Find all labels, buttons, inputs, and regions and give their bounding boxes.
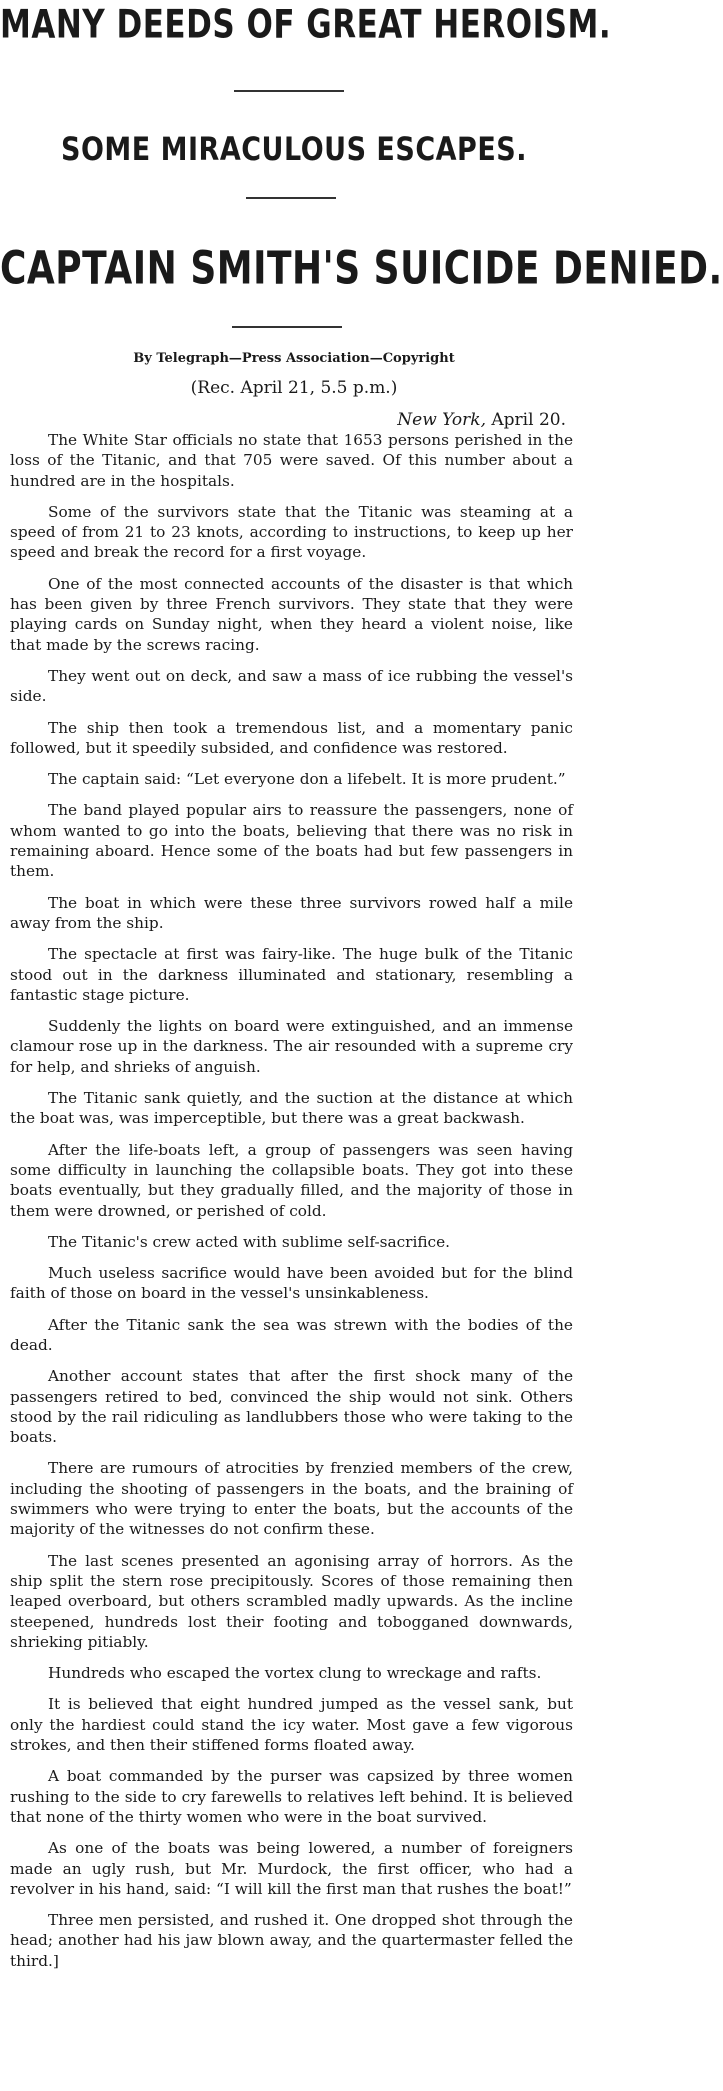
article-paragraph: Suddenly the lights on board were extinguished, and an immense clamour rose up in the darkness. The air resounded with a supreme cry for help, and shrieks of anguish. xyxy=(10,1017,573,1076)
article-paragraph: The Titanic's crew acted with sublime self-sacrifice. xyxy=(48,1232,451,1251)
article-paragraph: They went out on deck, and saw a mass of ice rubbing the vessel's side. xyxy=(10,666,573,706)
article-paragraph: Much useless sacrifice would have been avoided but for the blind faith of those on board in the vessel's unsinkableness. xyxy=(10,1264,573,1303)
second-headline: SOME MIRACULOUS ESCAPES. xyxy=(61,131,527,169)
article-paragraph: Some of the survivors state that the Titanic was steaming at a speed of from 21 to 23 knots, according to instructions, to keep up her speed and break the record for a first voyage. xyxy=(10,502,573,562)
main-headline: MANY DEEDS OF GREAT HEROISM. xyxy=(0,2,612,48)
dateline xyxy=(397,410,566,430)
article-paragraph: The ship then took a tremendous list, and a momentary panic followed, but it speedily subsided, and confidence was restored. xyxy=(10,718,573,757)
third-headline: CAPTAIN SMITH'S SUICIDE DENIED. xyxy=(0,243,723,295)
article-paragraph: Another account states that after the first shock many of the passengers retired to bed, convinced the ship would not sink. Others stood by the rail ridiculing as landlubbers those who were taking to the boats. xyxy=(10,1367,573,1447)
article-paragraph: As one of the boats was being lowered, a number of foreigners made an ugly rush, but Mr. Murdock, the first officer, who had a revolver in his hand, said: “I will kill the first man that rushes the boat!” xyxy=(10,1839,573,1898)
article-paragraph: A boat commanded by the purser was capsized by three women rushing to the side to cry farewells to relatives left behind. It is believed that none of the thirty women who were in the boat survived. xyxy=(10,1767,573,1826)
article-paragraph: There are rumours of atrocities by frenzied members of the crew, including the shooting of passengers in the boats, and the braining of swimmers who were trying to enter the boats, but the accounts of the majority of the witnesses do not confirm these. xyxy=(10,1459,573,1539)
article-paragraph: The Titanic sank quietly, and the suction at the distance at which the boat was, was imperceptible, but there was a great backwash. xyxy=(10,1089,573,1128)
received-note: (Rec. April 21, 5.5 p.m.) xyxy=(190,378,398,398)
article-paragraph: The captain said: “Let everyone don a lifebelt. It is more prudent.” xyxy=(48,770,566,789)
byline: By Telegraph—Press Association—Copyright xyxy=(133,351,455,366)
article-paragraph: After the life-boats left, a group of passengers was seen having some difficulty in launching the collapsible boats. They got into these boats eventually, but they gradually filled, and the majority of those in them were drowned, or perished of cold. xyxy=(10,1140,573,1220)
headline-divider xyxy=(232,326,342,328)
article-paragraph: It is believed that eight hundred jumped as the vessel sank, but only the hardiest could stand the icy water. Most gave a few vigorous strokes, and then their stiffened forms floated away. xyxy=(10,1695,573,1755)
article-paragraph: Three men persisted, and rushed it. One dropped shot through the head; another had his jaw blown away, and the quartermaster felled the third.] xyxy=(10,1911,573,1970)
headline-divider xyxy=(234,90,344,92)
headline-divider xyxy=(246,197,336,199)
article-paragraph: After the Titanic sank the sea was strewn with the bodies of the dead. xyxy=(10,1315,573,1354)
article-paragraph: The spectacle at first was fairy-like. The huge bulk of the Titanic stood out in the darkness illuminated and stationary, resembling a fantastic stage picture. xyxy=(10,945,573,1004)
article-paragraph: Hundreds who escaped the vortex clung to wreckage and rafts. xyxy=(48,1664,542,1683)
article-paragraph: One of the most connected accounts of the disaster is that which has been given by three French survivors. They state that they were playing cards on Sunday night, when they heard a violent noise, like that made by the screws racing. xyxy=(10,574,573,654)
article-paragraph: The boat in which were these three survivors rowed half a mile away from the ship. xyxy=(10,893,573,932)
article-paragraph: The band played popular airs to reassure the passengers, none of whom wanted to go into the boats, believing that there was no risk in remaining aboard. Hence some of the boats had but few passengers in them. xyxy=(10,801,573,881)
article-body xyxy=(10,430,573,1982)
article-paragraph: The last scenes presented an agonising array of horrors. As the ship split the stern rose precipitously. Scores of those remaining then leaped overboard, but others scrambled madly upwards. As the incline steepened, hundreds lost their footing and tobogganed downwards, shrieking pitiably. xyxy=(10,1551,573,1651)
dateline-date: April 20. xyxy=(491,410,566,430)
dateline-place: New York, xyxy=(397,410,486,430)
article-paragraph: The White Star officials no state that 1653 persons perished in the loss of the Titanic, and that 705 were saved. Of this number about a hundred are in the hospitals. xyxy=(10,431,573,490)
